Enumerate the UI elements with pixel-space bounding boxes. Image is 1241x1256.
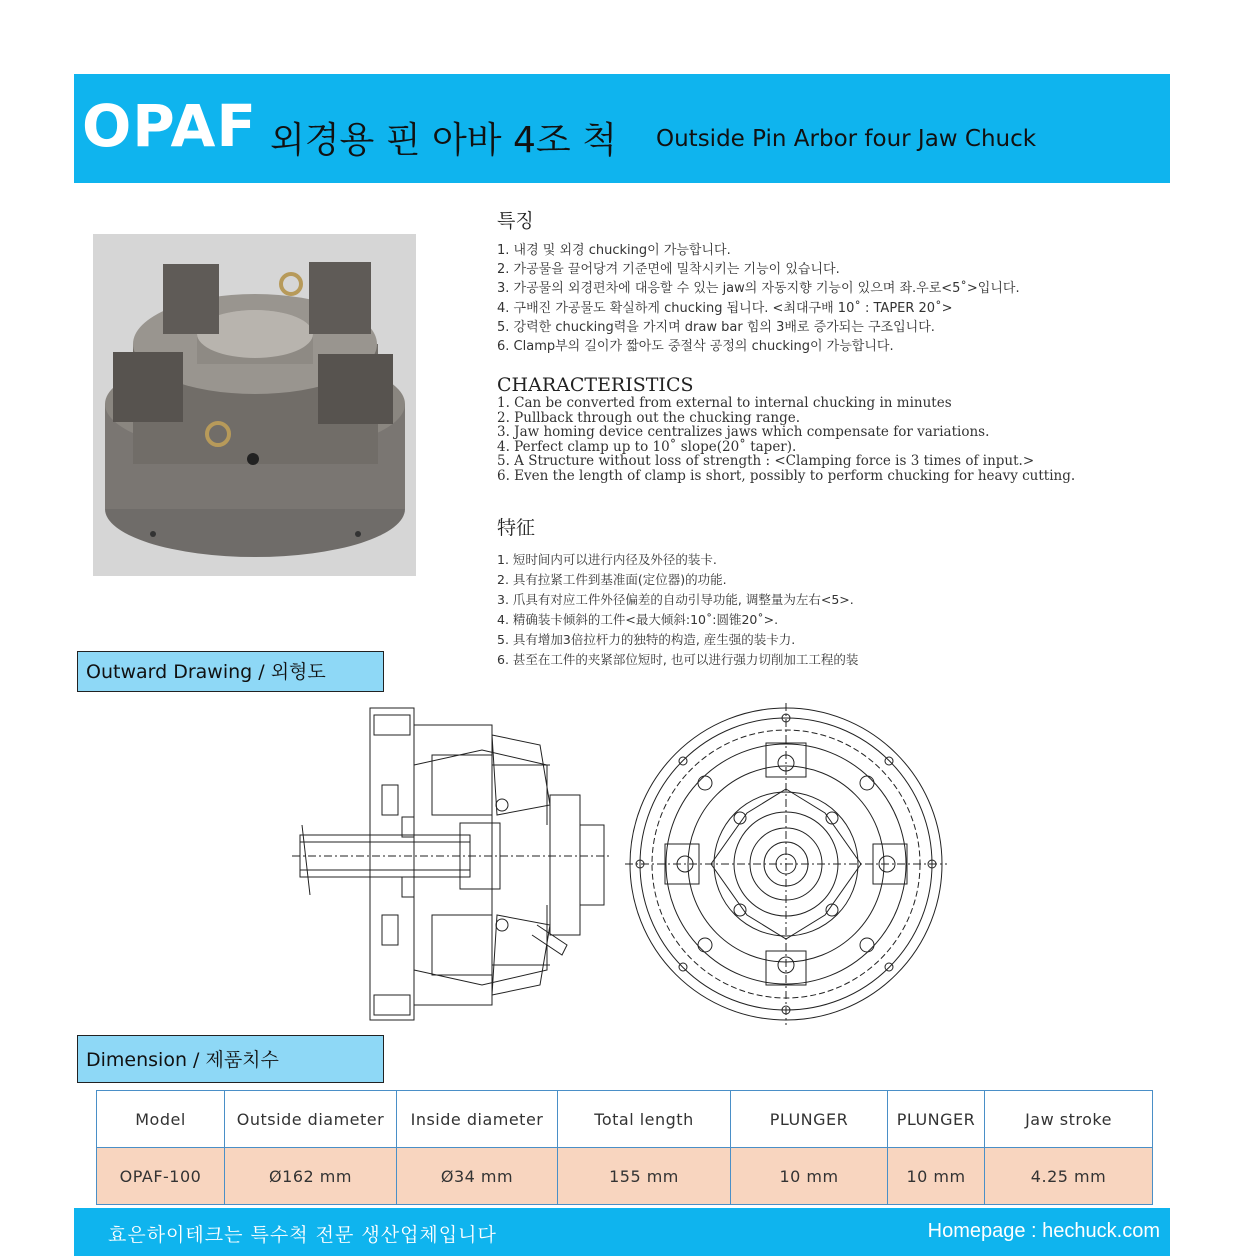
feature-ko-item: 3. 가공물의 외경편차에 대응할 수 있는 jaw의 자동지향 기능이 있으며 좌.우로<5˚>입니다.	[497, 281, 1020, 297]
features-english-heading: CHARACTERISTICS	[497, 374, 694, 396]
product-photo	[93, 234, 416, 576]
feature-cn-item: 1. 短时间内可以进行内径及外径的装卡.	[497, 552, 717, 567]
feature-ko-item: 5. 강력한 chucking력을 가지며 draw bar 힘의 3배로 증가되는 구조입니다.	[497, 319, 935, 335]
table-header-cell: Outside diameter	[225, 1091, 397, 1148]
footer-banner	[74, 1208, 1170, 1256]
table-header-cell: Inside diameter	[397, 1091, 558, 1148]
feature-cn-item: 6. 甚至在工件的夹紧部位短时, 也可以进行强力切削加工工程的装	[497, 652, 859, 668]
table-header-cell: PLUNGER	[888, 1091, 985, 1148]
outward-drawing-label: Outward Drawing / 외형도	[77, 651, 384, 692]
table-cell: 4.25 mm	[985, 1148, 1153, 1205]
feature-en-item: 2. Pullback through out the chucking range.	[497, 409, 801, 426]
table-row	[97, 1148, 1153, 1205]
feature-ko-item: 4. 구배진 가공물도 확실하게 chucking 됩니다. <최대구배 10˚ : TAPER 20˚>	[497, 300, 953, 316]
table-header-row	[97, 1091, 1153, 1148]
features-chinese	[497, 513, 858, 671]
feature-en-item: 6. Even the length of clamp is short, possibly to perform chucking for heavy cutting.	[497, 467, 1076, 484]
table-header-cell: Model	[97, 1091, 225, 1148]
feature-ko-item: 1. 내경 및 외경 chucking이 가능합니다.	[497, 243, 731, 258]
dimension-label: Dimension / 제품치수	[77, 1035, 384, 1083]
features-chinese-heading: 特征	[497, 517, 536, 539]
feature-ko-item: 6. Clamp부의 길이가 짧아도 중절삭 공정의 chucking이 가능합니다.	[497, 338, 894, 354]
product-code: OPAF	[82, 92, 257, 160]
feature-en-item: 1. Can be converted from external to internal chucking in minutes	[497, 395, 952, 411]
table-cell: 10 mm	[731, 1148, 888, 1205]
features-korean-heading: 특징	[497, 210, 534, 232]
table-cell: Ø162 mm	[225, 1148, 397, 1205]
table-cell: Ø34 mm	[397, 1148, 558, 1205]
dimension-table	[96, 1090, 1153, 1205]
feature-cn-item: 2. 具有拉紧工件到基准面(定位器)的功能.	[497, 572, 727, 588]
header-banner	[74, 74, 1170, 183]
feature-en-item: 3. Jaw homing device centralizes jaws which compensate for variations.	[497, 424, 990, 441]
feature-ko-item: 2. 가공물을 끌어당겨 기준면에 밀착시키는 기능이 있습니다.	[497, 262, 840, 278]
front-view-drawing	[625, 703, 947, 1029]
title-korean: 외경용 핀 아바 4조 척	[270, 120, 617, 161]
table-header-cell: Jaw stroke	[985, 1091, 1153, 1148]
table-cell: 10 mm	[888, 1148, 985, 1205]
footer-slogan: 효은하이테크는 특수척 전문 생산업체입니다	[108, 1224, 497, 1246]
title-english: Outside Pin Arbor four Jaw Chuck	[656, 126, 1037, 152]
feature-cn-item: 3. 爪具有对应工件外径偏差的自动引导功能, 调整量为左右<5>.	[497, 592, 854, 608]
feature-cn-item: 4. 精确装卡倾斜的工件<最大倾斜:10˚:圆锥20˚>.	[497, 612, 779, 628]
features-english	[497, 374, 1075, 484]
side-section-drawing	[292, 705, 612, 1031]
table-header-cell: Total length	[558, 1091, 731, 1148]
table-header-cell: PLUNGER	[731, 1091, 888, 1148]
homepage-link[interactable]: Homepage : hechuck.com	[927, 1220, 1160, 1242]
table-cell: OPAF-100	[97, 1148, 225, 1205]
feature-cn-item: 5. 具有增加3倍拉杆力的独特的构造, 産生强的装卡力.	[497, 632, 796, 648]
feature-en-item: 4. Perfect clamp up to 10˚ slope(20˚ taper).	[497, 438, 797, 455]
features-korean	[497, 206, 1020, 356]
table-cell: 155 mm	[558, 1148, 731, 1205]
feature-en-item: 5. A Structure without loss of strength : <Clamping force is 3 times of input.>	[497, 453, 1035, 470]
